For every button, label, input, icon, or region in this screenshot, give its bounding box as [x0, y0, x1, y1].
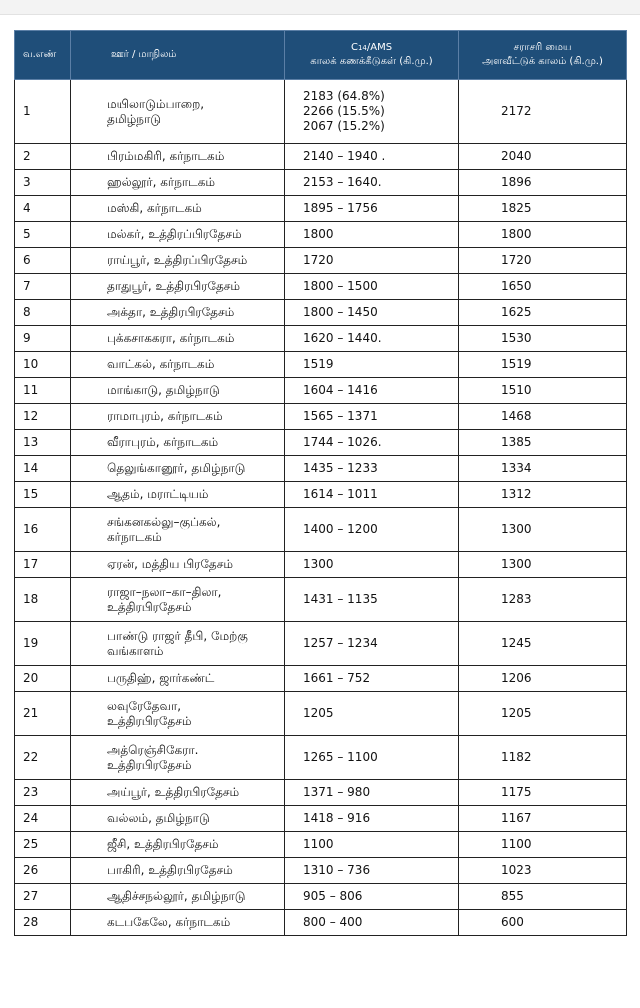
cell-place-line: உத்திரபிரதேசம் [107, 713, 192, 728]
cell-date-range [285, 780, 459, 806]
cell-date-range [285, 482, 459, 508]
cell-place [71, 482, 285, 508]
cell-date-range-line: 1800 – 1500 [303, 279, 378, 293]
header-place-state: ஊர் / மாநிலம் [71, 31, 285, 80]
cell-date-range-line: 1265 – 1100 [303, 750, 378, 764]
cell-serial-no: 18 [15, 578, 71, 622]
cell-place [71, 378, 285, 404]
cell-date-range-line: 1720 [303, 253, 334, 267]
cell-place-line: ஆதிச்சநல்லூர், தமிழ்நாடு [107, 889, 246, 903]
cell-date-range [285, 274, 459, 300]
cell-date-range [285, 666, 459, 692]
cell-place-line: பாண்டு ராஜர் தீபி, மேற்கு [107, 628, 248, 643]
table-body [15, 80, 627, 936]
cell-place [71, 736, 285, 780]
table-row [15, 910, 627, 936]
cell-place-line: ராய்பூர், உத்திரப்பிரதேசம் [107, 253, 248, 267]
cell-date-range-line: 1895 – 1756 [303, 201, 378, 215]
cell-serial-no: 23 [15, 780, 71, 806]
table-row [15, 622, 627, 666]
cell-place-line: அய்பூர், உத்திரபிரதேசம் [107, 785, 240, 799]
cell-date-range-line: 1431 – 1135 [303, 592, 378, 606]
cell-date-range-line: 1800 – 1450 [303, 305, 378, 319]
cell-place-line: மாங்காடு, தமிழ்நாடு [107, 383, 220, 397]
cell-serial-no: 24 [15, 806, 71, 832]
cell-average: 1625 [459, 300, 627, 326]
cell-serial-no: 25 [15, 832, 71, 858]
cell-place [71, 196, 285, 222]
table-row [15, 378, 627, 404]
cell-place-line: பாகிரி, உத்திரபிரதேசம் [107, 863, 233, 877]
cell-place-line: உத்திரபிரதேசம் [107, 757, 192, 772]
cell-date-range [285, 248, 459, 274]
cell-place-line: சங்கனகல்லு–குப்கல், [107, 514, 221, 529]
cell-date-range [285, 80, 459, 144]
table-row [15, 552, 627, 578]
cell-average: 1312 [459, 482, 627, 508]
cell-date-range [285, 622, 459, 666]
table-row [15, 780, 627, 806]
cell-place [71, 222, 285, 248]
table-row [15, 144, 627, 170]
cell-date-range-line: 1300 [303, 557, 334, 571]
cell-average: 1100 [459, 832, 627, 858]
cell-date-range [285, 806, 459, 832]
table-row [15, 404, 627, 430]
cell-serial-no: 21 [15, 692, 71, 736]
table-row [15, 80, 627, 144]
table-row [15, 858, 627, 884]
cell-place-line: புக்கசாககரா, கர்நாடகம் [107, 331, 235, 345]
cell-date-range-line: 1205 [303, 706, 334, 720]
header-avg-line2: அளவீட்டுக் காலம் (கி.மு.) [482, 56, 603, 67]
cell-date-range-line: 1310 – 736 [303, 863, 371, 877]
cell-place-line: வாட்கல், கர்நாடகம் [107, 357, 215, 371]
cell-date-range [285, 910, 459, 936]
dating-table [14, 30, 627, 936]
cell-date-range [285, 578, 459, 622]
cell-place-line: வங்காளம் [107, 643, 164, 658]
table-header [15, 31, 627, 80]
header-c14-line2: காலக் கணக்கீடுகள் (கி.மு.) [310, 56, 433, 67]
cell-date-range-line: 1604 – 1416 [303, 383, 378, 397]
cell-serial-no: 26 [15, 858, 71, 884]
table-row [15, 692, 627, 736]
cell-place [71, 248, 285, 274]
table-row [15, 578, 627, 622]
document-body [14, 30, 626, 936]
cell-place [71, 274, 285, 300]
table-row [15, 196, 627, 222]
table-row [15, 482, 627, 508]
cell-place [71, 832, 285, 858]
cell-average: 1300 [459, 552, 627, 578]
cell-place-line: பிரம்மகிரி, கர்நாடகம் [107, 149, 225, 163]
header-c14-sup: 14 [357, 44, 367, 52]
cell-average: 1300 [459, 508, 627, 552]
cell-place-line: அக்தா, உத்திரபிரதேசம் [107, 305, 235, 319]
cell-place [71, 326, 285, 352]
cell-date-range [285, 196, 459, 222]
cell-place [71, 352, 285, 378]
cell-date-range [285, 736, 459, 780]
cell-place-line: கடபகேலே, கர்நாடகம் [107, 915, 231, 929]
cell-date-range [285, 170, 459, 196]
cell-date-range-line: 1371 – 980 [303, 785, 371, 799]
cell-place [71, 884, 285, 910]
cell-date-range-line: 2153 – 1640. [303, 175, 382, 189]
cell-date-range [285, 144, 459, 170]
cell-date-range-line: 1800 [303, 227, 334, 241]
cell-place [71, 806, 285, 832]
cell-date-range-line: 1435 – 1233 [303, 461, 378, 475]
cell-date-range-line: 1400 – 1200 [303, 522, 378, 536]
table-row [15, 806, 627, 832]
cell-date-range-line: 1620 – 1440. [303, 331, 382, 345]
cell-place [71, 780, 285, 806]
cell-date-range [285, 858, 459, 884]
cell-date-range-line: 800 – 400 [303, 915, 363, 929]
cell-date-range [285, 378, 459, 404]
cell-place-line: ராஜா–நலா–கா–திலா, [107, 584, 222, 599]
cell-date-range [285, 300, 459, 326]
table-row [15, 884, 627, 910]
cell-serial-no: 22 [15, 736, 71, 780]
cell-serial-no: 1 [15, 80, 71, 144]
cell-serial-no: 19 [15, 622, 71, 666]
cell-average: 1896 [459, 170, 627, 196]
cell-place-line: ராமாபுரம், கர்நாடகம் [107, 409, 223, 423]
cell-date-range-line: 1661 – 752 [303, 671, 371, 685]
cell-average: 1825 [459, 196, 627, 222]
table-row [15, 300, 627, 326]
cell-place-line: தாதுபூர், உத்திரபிரதேசம் [107, 279, 241, 293]
cell-place-line: உத்திரபிரதேசம் [107, 599, 192, 614]
table-row [15, 456, 627, 482]
table-row [15, 352, 627, 378]
cell-date-range [285, 884, 459, 910]
cell-average: 1206 [459, 666, 627, 692]
cell-average: 1023 [459, 858, 627, 884]
cell-serial-no: 7 [15, 274, 71, 300]
cell-place-line: மயிலாடும்பாறை, [107, 96, 205, 111]
cell-serial-no: 20 [15, 666, 71, 692]
top-bar [0, 0, 640, 15]
cell-place [71, 170, 285, 196]
cell-place-line: மஸ்கி, கர்நாடகம் [107, 201, 202, 215]
table-row [15, 832, 627, 858]
cell-average: 1530 [459, 326, 627, 352]
cell-place [71, 300, 285, 326]
cell-serial-no: 27 [15, 884, 71, 910]
cell-serial-no: 15 [15, 482, 71, 508]
cell-date-range [285, 832, 459, 858]
cell-serial-no: 13 [15, 430, 71, 456]
cell-date-range [285, 552, 459, 578]
table-row [15, 430, 627, 456]
header-c14-ams: /AMS [366, 42, 393, 53]
table-row [15, 274, 627, 300]
cell-place [71, 552, 285, 578]
cell-date-range [285, 404, 459, 430]
cell-date-range [285, 430, 459, 456]
cell-date-range-line: 2183 (64.8%) [303, 89, 385, 103]
cell-date-range-line: 1257 – 1234 [303, 636, 378, 650]
cell-place-line: லவுரேதேவா, [107, 698, 182, 713]
header-c14-c: C [350, 42, 358, 53]
cell-date-range [285, 326, 459, 352]
cell-place-line: ஏரன், மத்திய பிரதேசம் [107, 557, 233, 571]
header-serial-no: வ.எண் [15, 31, 71, 80]
cell-date-range [285, 692, 459, 736]
cell-date-range-line: 2067 (15.2%) [303, 119, 385, 133]
cell-average: 1182 [459, 736, 627, 780]
cell-average: 1720 [459, 248, 627, 274]
cell-average: 2172 [459, 80, 627, 144]
cell-average: 1650 [459, 274, 627, 300]
cell-date-range-line: 905 – 806 [303, 889, 363, 903]
header-avg-line1: சராசரி மைய [513, 42, 572, 53]
cell-average: 855 [459, 884, 627, 910]
cell-date-range-line: 1614 – 1011 [303, 487, 378, 501]
cell-average: 1510 [459, 378, 627, 404]
cell-place [71, 404, 285, 430]
cell-average: 1468 [459, 404, 627, 430]
cell-average: 1245 [459, 622, 627, 666]
cell-place [71, 578, 285, 622]
cell-place [71, 456, 285, 482]
cell-serial-no: 10 [15, 352, 71, 378]
cell-date-range-line: 1565 – 1371 [303, 409, 378, 423]
cell-average: 1283 [459, 578, 627, 622]
cell-place-line: வீராபுரம், கர்நாடகம் [107, 435, 219, 449]
table-row [15, 170, 627, 196]
cell-place-line: கர்நாடகம் [107, 529, 162, 544]
cell-date-range-line: 1418 – 916 [303, 811, 371, 825]
cell-serial-no: 11 [15, 378, 71, 404]
cell-date-range-line: 1744 – 1026. [303, 435, 382, 449]
table-row [15, 666, 627, 692]
cell-place-line: ஹல்லூர், கர்நாடகம் [107, 175, 216, 189]
cell-place [71, 508, 285, 552]
cell-place-line: ஆதம், மராட்டியம் [107, 487, 209, 501]
cell-average: 2040 [459, 144, 627, 170]
cell-date-range-line: 1100 [303, 837, 334, 851]
cell-place [71, 144, 285, 170]
cell-average: 1175 [459, 780, 627, 806]
cell-date-range [285, 508, 459, 552]
cell-serial-no: 9 [15, 326, 71, 352]
cell-serial-no: 2 [15, 144, 71, 170]
cell-serial-no: 6 [15, 248, 71, 274]
table-row [15, 248, 627, 274]
cell-place-line: மல்கர், உத்திரப்பிரதேசம் [107, 227, 242, 241]
cell-average: 1167 [459, 806, 627, 832]
cell-place [71, 430, 285, 456]
cell-place [71, 622, 285, 666]
cell-date-range-line: 1519 [303, 357, 334, 371]
table-row [15, 508, 627, 552]
header-average-date [459, 31, 627, 80]
cell-serial-no: 17 [15, 552, 71, 578]
cell-serial-no: 3 [15, 170, 71, 196]
cell-serial-no: 28 [15, 910, 71, 936]
table-row [15, 222, 627, 248]
cell-place-line: தமிழ்நாடு [107, 111, 161, 126]
cell-place-line: ஜீசி, உத்திரபிரதேசம் [107, 837, 219, 851]
cell-average: 1334 [459, 456, 627, 482]
cell-place-line: அத்ரெஞ்சிகேரா. [107, 742, 199, 757]
cell-place [71, 692, 285, 736]
cell-place-line: வல்லம், தமிழ்நாடு [107, 811, 210, 825]
cell-serial-no: 8 [15, 300, 71, 326]
cell-average: 1800 [459, 222, 627, 248]
cell-place [71, 80, 285, 144]
cell-average: 1205 [459, 692, 627, 736]
cell-serial-no: 12 [15, 404, 71, 430]
cell-serial-no: 16 [15, 508, 71, 552]
cell-serial-no: 14 [15, 456, 71, 482]
cell-average: 1385 [459, 430, 627, 456]
cell-place-line: பருதிஹ், ஜார்கண்ட் [107, 671, 215, 685]
cell-place [71, 910, 285, 936]
cell-serial-no: 4 [15, 196, 71, 222]
cell-place [71, 666, 285, 692]
header-c14-dates [285, 31, 459, 80]
cell-place [71, 858, 285, 884]
cell-average: 600 [459, 910, 627, 936]
cell-date-range-line: 2266 (15.5%) [303, 104, 385, 118]
cell-date-range [285, 222, 459, 248]
cell-place-line: தெலுங்கானூர், தமிழ்நாடு [107, 461, 246, 475]
table-row [15, 326, 627, 352]
table-row [15, 736, 627, 780]
cell-average: 1519 [459, 352, 627, 378]
cell-serial-no: 5 [15, 222, 71, 248]
cell-date-range [285, 352, 459, 378]
cell-date-range-line: 2140 – 1940 . [303, 149, 386, 163]
cell-date-range [285, 456, 459, 482]
